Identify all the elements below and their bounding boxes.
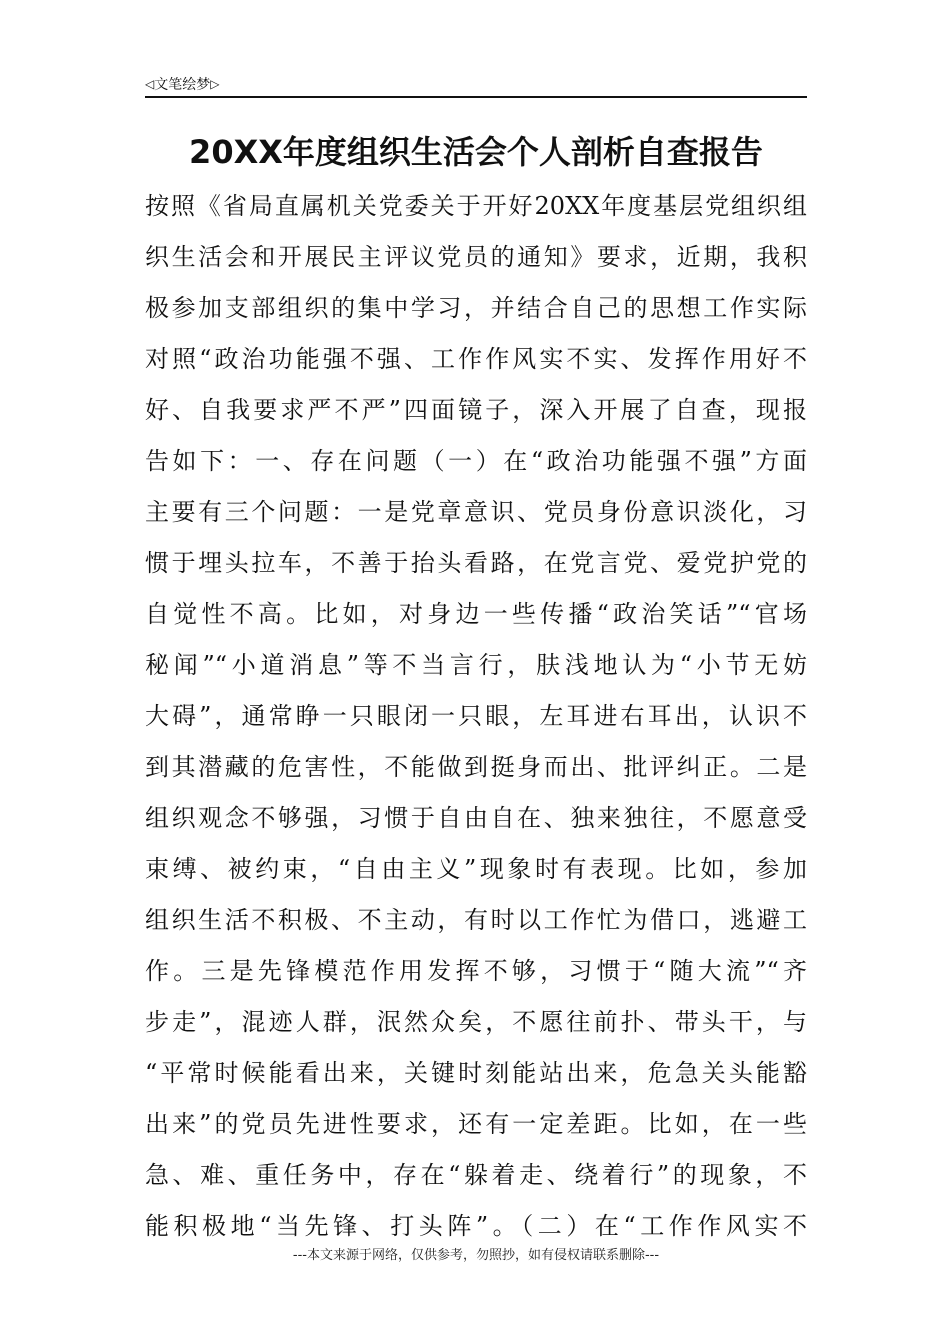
body-line: 织生活会和开展民主评议党员的通知》要求，近期，我积: [145, 243, 807, 271]
left-triangle-icon: ◁: [145, 77, 155, 91]
body-line: 急、难、重任务中，存在“躲着走、绕着行”的现象，不: [145, 1161, 807, 1189]
body-line: 按照《省局直属机关党委关于开好20XX年度基层党组织组: [145, 192, 807, 220]
body-line: 组织观念不够强，习惯于自由自在、独来独往，不愿意受: [145, 804, 807, 832]
brand-name: 文笔绘梦: [154, 77, 211, 93]
header-divider: [145, 96, 807, 98]
header-brand: [145, 74, 219, 94]
body-line: 到其潜藏的危害性，不能做到挺身而出、批评纠正。二是: [145, 753, 807, 781]
body-line: 极参加支部组织的集中学习，并结合自己的思想工作实际: [145, 294, 807, 322]
body-line: 束缚、被约束，“自由主义”现象时有表现。比如，参加: [145, 855, 807, 883]
body-line: 告如下：一、存在问题（一）在“政治功能强不强”方面: [145, 447, 807, 475]
body-line: 秘闻”“小道消息”等不当言行，肤浅地认为“小节无妨: [145, 651, 807, 679]
body-line: 主要有三个问题：一是党章意识、党员身份意识淡化，习: [145, 498, 807, 526]
body-line: “平常时候能看出来，关键时刻能站出来，危急关头能豁: [145, 1059, 807, 1087]
document-body: [145, 181, 807, 1252]
right-triangle-icon: ▷: [210, 77, 220, 91]
body-line: 步走”，混迹人群，泯然众矣，不愿往前扑、带头干，与: [145, 1008, 807, 1036]
document-title: 20XX年度组织生活会个人剖析自查报告: [189, 133, 763, 171]
body-line: 好、自我要求严不严”四面镜子，深入开展了自查，现报: [145, 396, 807, 424]
body-line: 大碍”，通常睁一只眼闭一只眼，左耳进右耳出，认识不: [145, 702, 807, 730]
body-line: 惯于埋头拉车，不善于抬头看路，在党言党、爱党护党的: [145, 549, 807, 577]
footer-disclaimer: ---本文来源于网络，仅供参考，勿照抄，如有侵权请联系删除---: [292, 1248, 660, 1263]
body-line: 自觉性不高。比如，对身边一些传播“政治笑话”“官场: [145, 600, 807, 628]
body-line: 对照“政治功能强不强、工作作风实不实、发挥作用好不: [145, 345, 807, 373]
body-line: 出来”的党员先进性要求，还有一定差距。比如，在一些: [145, 1110, 807, 1138]
body-line: 能积极地“当先锋、打头阵”。（二）在“工作作风实不: [145, 1212, 807, 1240]
body-line: 组织生活不积极、不主动，有时以工作忙为借口，逃避工: [145, 906, 807, 934]
body-line: 作。三是先锋模范作用发挥不够，习惯于“随大流”“齐: [145, 957, 807, 985]
